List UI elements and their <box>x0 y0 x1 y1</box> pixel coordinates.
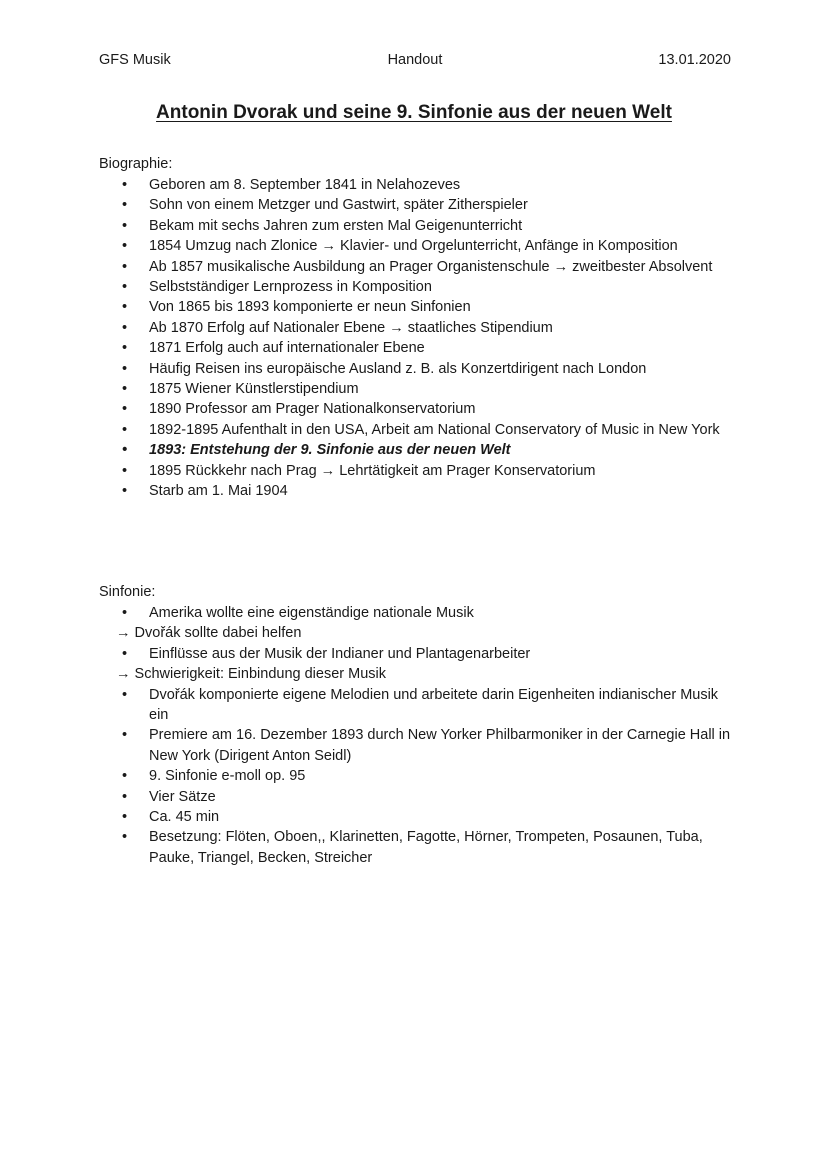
list-item-arrow: → Dvořák sollte dabei helfen <box>116 625 302 642</box>
list-item: • Ca. 45 min <box>0 807 828 827</box>
biographie-heading: Biographie: <box>99 156 173 172</box>
list-item: • Sohn von einem Metzger und Gastwirt, später Zitherspieler <box>0 195 828 215</box>
header-doc-type: Handout <box>387 52 443 68</box>
list-item: • Besetzung: Flöten, Oboen,, Klarinetten, Fagotte, Hörner, Trompeten, Posaunen, Tuba, Pauke, Triangel, Becken, Streicher <box>0 827 828 868</box>
list-item: • Häufig Reisen ins europäische Ausland z. B. als Konzertdirigent nach London <box>0 359 828 379</box>
list-item-highlighted: • 1893: Entstehung der 9. Sinfonie aus der neuen Welt <box>0 440 828 460</box>
biographie-list <box>0 175 828 502</box>
list-item: • Premiere am 16. Dezember 1893 durch New Yorker Philbarmoniker in der Carnegie Hall in New York (Dirigent Anton Seidl) <box>0 725 828 766</box>
header-course: GFS Musik <box>99 52 171 68</box>
list-item: • Bekam mit sechs Jahren zum ersten Mal Geigenunterricht <box>0 216 828 236</box>
header-date: 13.01.2020 <box>658 52 731 68</box>
document-title: Antonin Dvorak und seine 9. Sinfonie aus der neuen Welt <box>156 102 672 123</box>
list-item: • Selbstständiger Lernprozess in Komposition <box>0 277 828 297</box>
list-item: • 1895 Rückkehr nach Prag → Lehrtätigkeit am Prager Konservatorium <box>0 461 828 481</box>
list-item: • 1875 Wiener Künstlerstipendium <box>0 379 828 399</box>
list-item: • 1890 Professor am Prager Nationalkonservatorium <box>0 399 828 419</box>
list-item: • Starb am 1. Mai 1904 <box>0 481 828 501</box>
list-item: • Von 1865 bis 1893 komponierte er neun Sinfonien <box>0 297 828 317</box>
list-item: • Ab 1870 Erfolg auf Nationaler Ebene → staatliches Stipendium <box>0 318 828 338</box>
list-item: • Geboren am 8. September 1841 in Nelahozeves <box>0 175 828 195</box>
list-item: • 1871 Erfolg auch auf internationaler Ebene <box>0 338 828 358</box>
list-item: • Dvořák komponierte eigene Melodien und arbeitete darin Eigenheiten indianischer Musik ein <box>0 685 828 726</box>
list-item: • 1854 Umzug nach Zlonice → Klavier- und Orgelunterricht, Anfänge in Komposition <box>0 236 828 256</box>
list-item-arrow: → Schwierigkeit: Einbindung dieser Musik <box>116 666 386 683</box>
list-item: • Amerika wollte eine eigenständige nationale Musik <box>0 603 828 623</box>
list-item: • Einflüsse aus der Musik der Indianer und Plantagenarbeiter <box>0 644 828 664</box>
list-item: • Vier Sätze <box>0 787 828 807</box>
sinfonie-list <box>0 603 828 868</box>
list-item: • Ab 1857 musikalische Ausbildung an Prager Organistenschule → zweitbester Absolvent <box>0 257 828 277</box>
list-item: • 1892-1895 Aufenthalt in den USA, Arbeit am National Conservatory of Music in New York <box>0 420 828 440</box>
list-item: • 9. Sinfonie e-moll op. 95 <box>0 766 828 786</box>
sinfonie-heading: Sinfonie: <box>99 584 156 600</box>
page-header <box>99 52 731 72</box>
